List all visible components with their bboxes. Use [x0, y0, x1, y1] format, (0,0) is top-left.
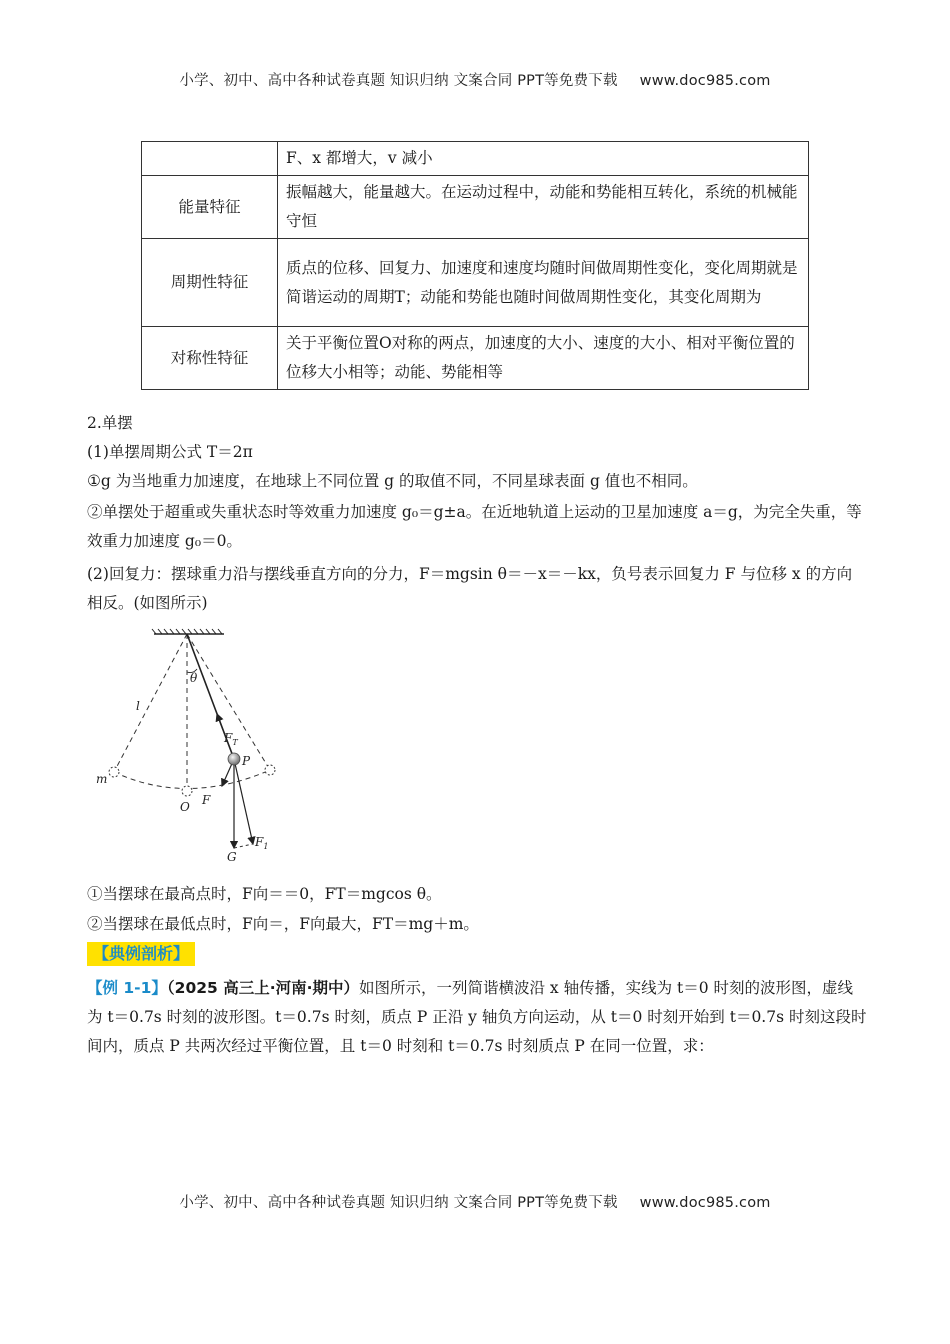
note-effective-gravity: ②单摆处于超重或失重状态时等效重力加速度 g₀＝g±a。在近地轨道上运动的卫星加速度 a＝g，为完全失重，等效重力加速度 g₀＝0。 [87, 503, 862, 550]
left-ball-position [109, 767, 119, 777]
table-value: 关于平衡位置O对称的两点，加速度的大小、速度的大小、相对平衡位置的位移大小相等；动能、势能相等 [278, 327, 809, 390]
ceiling-support [152, 629, 224, 634]
footer-url[interactable]: www.doc985.com [639, 1195, 771, 1211]
table-key: 周期性特征 [142, 239, 278, 327]
example-id: 【例 1-1】 [87, 979, 167, 997]
component-f1-arrow [234, 759, 253, 844]
example-problem [87, 974, 867, 1061]
highest-point: ①当摆球在最高点时，F向＝＝0，FT＝mgcos θ。 [87, 885, 442, 903]
restoring-force: (2)回复力：摆球重力沿与摆线垂直方向的分力，F＝mgsin θ＝－x＝－kx，负号表示回复力 F 与位移 x 的方向相反。(如图所示) [87, 565, 853, 612]
label-f1: $F_1$ [255, 835, 269, 851]
table-row [142, 239, 809, 327]
label-p: P [242, 754, 251, 768]
pendulum-ball [228, 753, 240, 765]
table-value: 振幅越大，能量越大。在运动过程中，动能和势能相互转化，系统的机械能守恒 [278, 176, 809, 239]
section-tag: 【典例剖析】 [87, 942, 195, 966]
label-ft: $F_T$ [224, 731, 238, 747]
table-key: 能量特征 [142, 176, 278, 239]
label-m: m [96, 772, 108, 786]
right-string-dashed [187, 634, 270, 770]
parallelogram-dashed [234, 844, 253, 848]
table-row [142, 327, 809, 390]
footer-text: 小学、初中、高中各种试卷真题 知识归纳 文案合同 PPT等免费下载 [179, 1195, 618, 1211]
label-theta: θ [190, 671, 198, 685]
table-row [142, 176, 809, 239]
period-formula: (1)单摆周期公式 T＝2π [87, 443, 253, 461]
page-header [0, 69, 950, 90]
table-value: 质点的位移、回复力、加速度和速度均随时间做周期性变化，变化周期就是简谐运动的周期T；动能和势能也随时间做周期性变化，其变化周期为 [278, 239, 809, 327]
table-value: F、x 都增大，v 减小 [278, 142, 809, 176]
table-key [142, 142, 278, 176]
header-url[interactable]: www.doc985.com [639, 73, 771, 89]
label-g: G [227, 850, 237, 864]
example-text: 如图所示，一列简谐横波沿 x 轴传播，实线为 t＝0 时刻的波形图，虚线为 t＝0.7s 时刻的波形图。t＝0.7s 时刻，质点 P 正沿 y 轴负方向运动，从 t＝0 时刻开始到 t＝0.7s 时刻这段时间内，质点 P 共两次经过平衡位置，且 t＝0 时刻和 t＝0.7s 时刻质点 P 在同一位置，求： [87, 979, 867, 1055]
section-title: 2.单摆 [87, 414, 133, 432]
note-gravity: ①g 为当地重力加速度，在地球上不同位置 g 的取值不同，不同星球表面 g 值也不相同。 [87, 472, 698, 490]
features-table [141, 141, 809, 390]
header-text: 小学、初中、高中各种试卷真题 知识归纳 文案合同 PPT等免费下载 [179, 73, 618, 89]
label-f: F [202, 793, 211, 807]
page-footer [0, 1191, 950, 1212]
table-key: 对称性特征 [142, 327, 278, 390]
left-string-dashed [114, 634, 187, 772]
label-l: l [136, 699, 140, 713]
right-ball-position [265, 765, 275, 775]
lowest-point: ②当摆球在最低点时，F向＝，F向最大，FT＝mg＋m。 [87, 915, 479, 933]
lowest-ball-position [182, 786, 192, 796]
label-o: O [180, 800, 190, 814]
example-source: （2025 高三上·河南·期中） [166, 979, 359, 997]
table-row [142, 142, 809, 176]
swing-arc [114, 770, 270, 789]
pendulum-figure [92, 626, 292, 866]
